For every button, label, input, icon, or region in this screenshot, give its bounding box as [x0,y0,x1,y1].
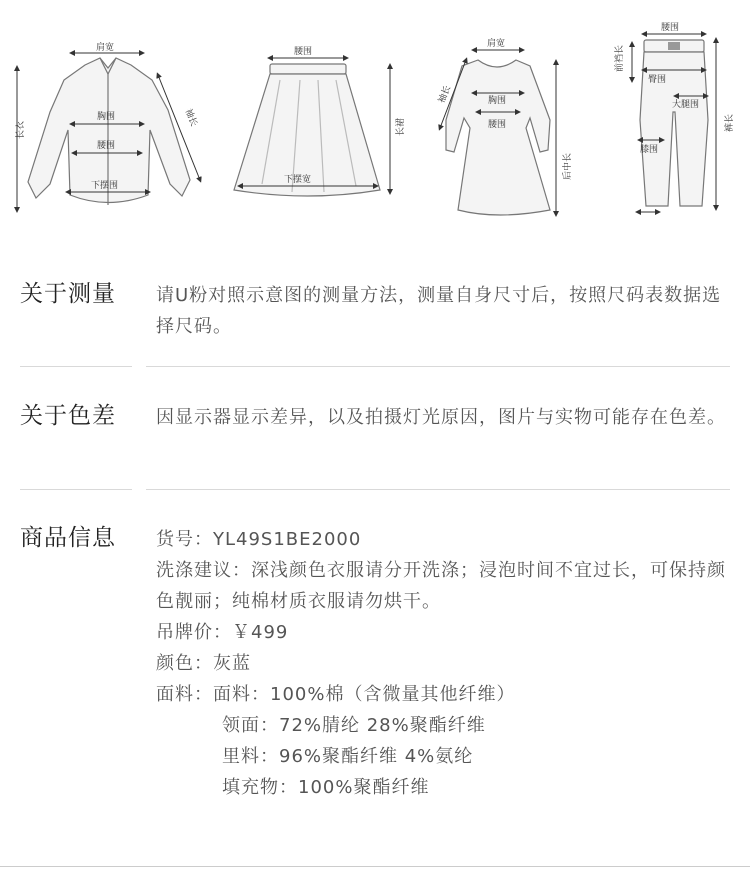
pants-knee-label: 膝围 [640,145,659,155]
item-number: 货号：YL49S1BE2000 [156,529,362,550]
shirt-length-label: 长衣 [16,120,26,139]
fabric-filling: 填充物：100%聚酯纤维 [222,777,430,798]
skirt-length-label: 长裙 [396,117,406,136]
pants-length-label: 裤长 [725,113,735,132]
divider [146,366,730,367]
size-diagram-row [0,0,750,230]
divider [146,489,730,490]
shirt-chest-label: 胸围 [97,112,116,122]
info-body [156,524,736,803]
color-text: 因显示器显示差异，以及拍摄灯光原因，图片与实物可能存在色差。 [156,407,726,428]
shirt-sleeve-label: 袖长 [182,107,199,129]
pants-waist-label: 腰围 [661,23,680,33]
tag-price: 吊牌价：￥499 [156,622,289,643]
skirt-hem-label: 下摆宽 [284,175,312,185]
wash-advice: 洗涤建议：深浅颜色衣服请分开洗涤；浸泡时间不宜过长，可保持颜色靓丽；纯棉材质衣服请勿烘干。 [156,560,726,612]
measure-text: 请U粉对照示意图的测量方法，测量自身尺寸后，按照尺码表数据选择尺码。 [156,285,722,337]
dress-chest-label: 胸围 [488,96,507,106]
bottom-divider [0,866,750,867]
dress-shoulder-label: 肩宽 [487,39,506,49]
pants-diagram [640,40,708,206]
fabric-lining: 里料：96%聚酯纤维 4%氨纶 [222,746,474,767]
pants-thigh-label: 大腿围 [672,100,700,110]
divider [20,366,132,367]
measure-section [20,278,730,348]
dress-sleeve-label: 袖长 [437,84,454,105]
fabric-main: 面料：面料：100%棉（含微量其他纤维） [156,684,516,705]
skirt-waist-label: 腰围 [294,47,313,57]
info-heading: 商品信息 [20,525,116,551]
divider [20,489,132,490]
shirt-waist-label: 腰围 [97,141,116,151]
measure-heading: 关于测量 [20,281,116,307]
shirt-shoulder-label: 肩宽 [96,43,115,53]
measurement-diagrams [0,0,750,230]
shirt-hem-label: 下摆围 [91,181,119,191]
color-section [20,400,730,470]
info-section [20,522,730,822]
color-heading: 关于色差 [20,403,116,429]
product-color: 颜色：灰蓝 [156,653,251,674]
dress-diagram [446,60,550,215]
dress-length-label: 后中长 [563,152,573,180]
fabric-collar: 领面：72%腈纶 28%聚酯纤维 [222,715,486,736]
pants-hip-label: 臀围 [648,75,667,85]
dress-waist-label: 腰围 [488,120,507,130]
pants-rise-label: 前裆长 [615,44,625,72]
